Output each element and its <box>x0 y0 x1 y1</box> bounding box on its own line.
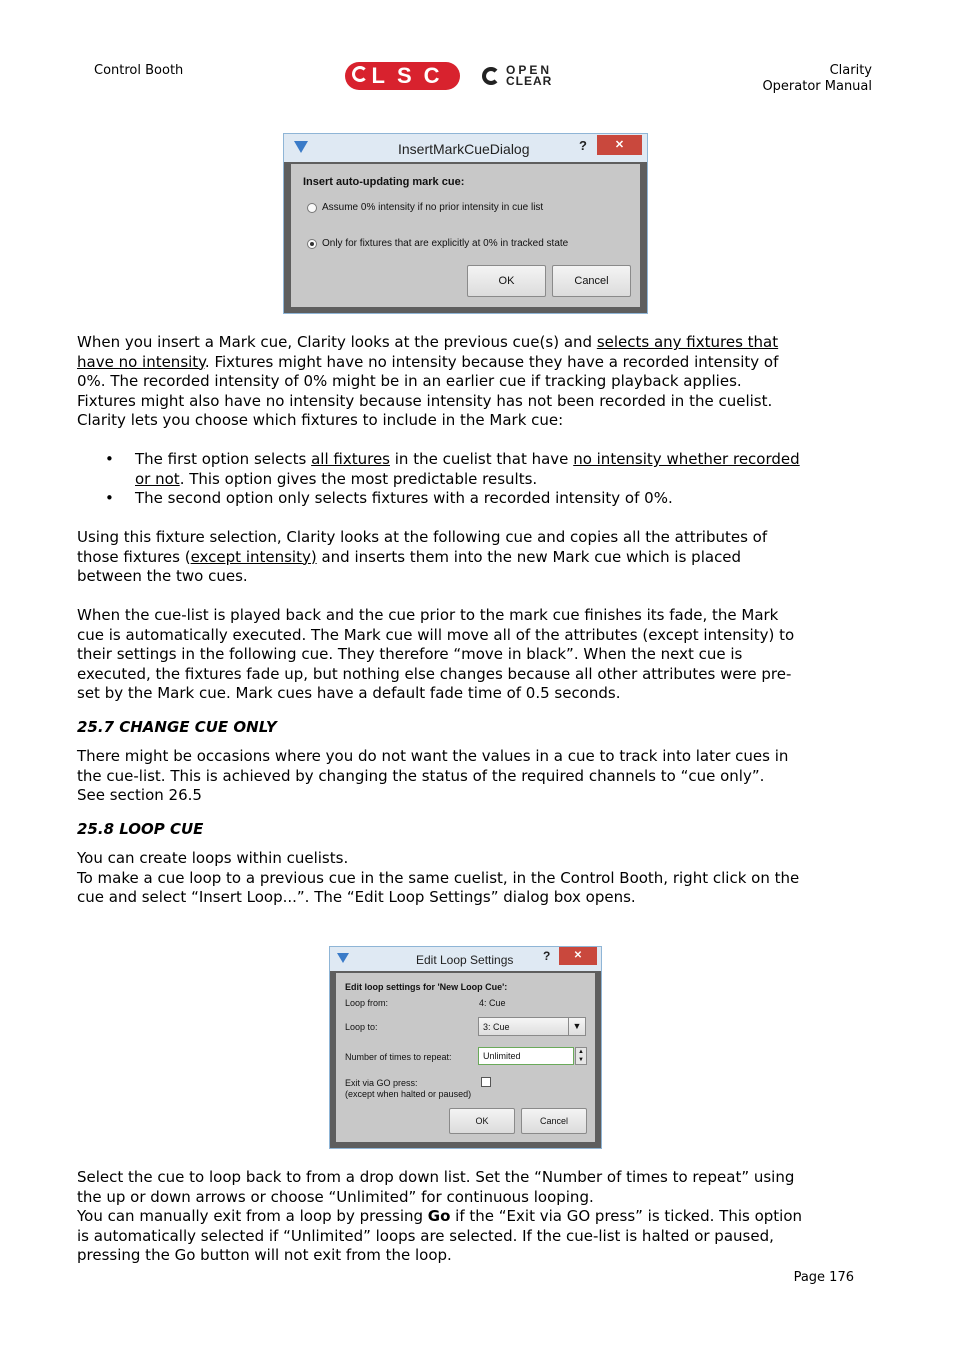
arrow-down-icon[interactable]: ▼ <box>578 1057 584 1063</box>
repeat-value: Unlimited <box>483 1051 521 1061</box>
option-bullet-list <box>77 450 877 509</box>
lsc-logo-text: LSC <box>371 63 452 88</box>
section-heading-change-cue-only: 25.7 CHANGE CUE ONLY <box>77 718 277 736</box>
text-line: their settings in the following cue. They therefore “move in black”. When the next cue is <box>77 645 743 663</box>
text: . This option gives the most predictable results. <box>179 469 538 488</box>
text-line: There might be occasions where you do not want the values in a cue to track into later cues in <box>77 747 789 765</box>
header-product: Clarity <box>829 63 872 78</box>
header-doc-title: Operator Manual <box>762 79 872 94</box>
playback-paragraph <box>77 606 877 704</box>
app-diamond-icon <box>337 953 349 963</box>
openclear-ring-icon <box>482 67 500 85</box>
option2-radio[interactable] <box>307 239 317 249</box>
text-line: 0%. The recorded intensity of 0% might be in an earlier cue if tracking playback applies. <box>77 372 742 390</box>
dialog-title: InsertMarkCueDialog <box>398 141 530 157</box>
openclear-open-text: OPEN <box>506 63 553 77</box>
repeat-input[interactable] <box>478 1047 574 1065</box>
fixture-selection-paragraph <box>77 528 877 587</box>
cancel-button[interactable]: Cancel <box>552 265 631 297</box>
dialog-titlebar[interactable] <box>330 947 601 971</box>
repeat-stepper[interactable] <box>575 1047 587 1065</box>
openclear-logo <box>482 64 578 90</box>
go-keyword: Go <box>427 1207 451 1225</box>
exit-label-line: Exit via GO press: <box>345 1078 418 1088</box>
loop-from-label: Loop from: <box>345 998 389 1008</box>
chevron-down-icon[interactable]: ▼ <box>568 1018 585 1035</box>
loop-to-label: Loop to: <box>345 1022 378 1032</box>
text-line: To make a cue loop to a previous cue in the same cuelist, in the Control Booth, right click on the <box>77 868 800 887</box>
text-line: Clarity lets you choose which fixtures to include in the Mark cue: <box>77 411 564 429</box>
ok-button[interactable]: OK <box>467 265 546 297</box>
text-line: set by the Mark cue. Mark cues have a default fade time of 0.5 seconds. <box>77 684 621 702</box>
loop-to-value: 3: Cue <box>483 1022 510 1032</box>
emphasis: no intensity whether recorded <box>573 450 800 468</box>
option1-label[interactable]: Assume 0% intensity if no prior intensity in cue list <box>322 202 544 213</box>
insert-mark-cue-dialog <box>283 133 648 314</box>
text: . Fixtures might have no intensity because they have a recorded intensity of <box>204 352 779 371</box>
dialog-titlebar[interactable] <box>284 134 647 162</box>
text-line: pressing the Go button will not exit from the loop. <box>77 1246 452 1264</box>
emphasis: selects any fixtures that <box>596 333 779 351</box>
mark-cue-paragraph <box>77 333 877 431</box>
ok-button[interactable]: OK <box>449 1108 515 1134</box>
openclear-clear-text: CLEAR <box>506 74 553 88</box>
option1-radio[interactable] <box>307 203 317 213</box>
arrow-up-icon[interactable]: ▲ <box>578 1049 584 1055</box>
list-item <box>77 450 877 489</box>
close-button[interactable]: ✕ <box>559 947 597 965</box>
emphasis: have no intensity <box>77 352 205 371</box>
dialog-title: Edit Loop Settings <box>416 953 514 967</box>
text-line: When the cue-list is played back and the cue prior to the mark cue finishes its fade, the Mark <box>77 606 779 624</box>
text: The first option selects <box>135 450 312 468</box>
loop-usage-paragraph <box>77 1168 854 1266</box>
help-button[interactable]: ? <box>579 138 587 153</box>
cancel-button[interactable]: Cancel <box>521 1108 587 1134</box>
help-button[interactable]: ? <box>543 949 551 963</box>
loop-cue-paragraph <box>77 849 877 908</box>
lsc-logo <box>345 62 460 90</box>
text-line: the up or down arrows or choose “Unlimited” for continuous looping. <box>77 1187 594 1206</box>
text-line: Fixtures might also have no intensity because intensity has not been recorded in the cuelist. <box>77 391 773 410</box>
header-left: Control Booth <box>94 63 184 78</box>
text: and inserts them into the new Mark cue which is placed <box>316 547 742 566</box>
dialog-body <box>336 973 595 1142</box>
exit-label-line: (except when halted or paused) <box>345 1089 472 1099</box>
text-line: cue and select “Insert Loop...”. The “Edit Loop Settings” dialog box opens. <box>77 888 636 906</box>
text: if the “Exit via GO press” is ticked. This option <box>450 1207 803 1225</box>
text-line: Select the cue to loop back to from a drop down list. Set the “Number of times to repeat” using <box>77 1168 795 1186</box>
text-line: the cue-list. This is achieved by changing the status of the required channels to “cue only”. <box>77 766 765 785</box>
lsc-swirl-icon <box>352 66 368 82</box>
text-line: executed, the fixtures fade up, but nothing else changes because all other attributes were pre- <box>77 664 792 683</box>
text-line: is automatically selected if “Unlimited” loops are selected. If the cue-list is halted or paused, <box>77 1226 774 1245</box>
emphasis: all fixtures <box>311 450 390 468</box>
loop-from-value: 4: Cue <box>479 998 506 1008</box>
text: The second option only selects fixtures with a recorded intensity of 0%. <box>135 489 673 507</box>
page-number: Page 176 <box>793 1270 854 1285</box>
app-diamond-icon <box>294 141 308 153</box>
change-cue-only-paragraph <box>77 747 877 806</box>
exit-via-go-checkbox[interactable] <box>481 1077 491 1087</box>
text-line: Using this fixture selection, Clarity looks at the following cue and copies all the attributes of <box>77 528 768 546</box>
option2-label[interactable]: Only for fixtures that are explicitly at 0% in tracked state <box>322 238 569 249</box>
text-line: See section 26.5 <box>77 786 202 804</box>
dialog-heading: Insert auto-updating mark cue: <box>303 176 465 188</box>
text-line: between the two cues. <box>77 567 248 585</box>
text: those fixtures ( <box>77 547 191 566</box>
text: When you insert a Mark cue, Clarity looks at the previous cue(s) and <box>77 333 597 351</box>
edit-loop-settings-dialog <box>329 946 602 1149</box>
text-line: You can create loops within cuelists. <box>77 849 349 867</box>
close-button[interactable]: ✕ <box>597 135 642 155</box>
repeat-label: Number of times to repeat: <box>345 1052 452 1062</box>
list-item <box>77 489 877 509</box>
text: You can manually exit from a loop by pressing <box>77 1207 428 1225</box>
loop-to-select[interactable] <box>478 1017 586 1036</box>
text: in the cuelist that have <box>390 450 574 468</box>
header-right <box>762 63 872 95</box>
dialog-body <box>291 164 640 307</box>
emphasis: or not <box>135 469 180 488</box>
emphasis: except intensity) <box>190 547 317 566</box>
section-heading-loop-cue: 25.8 LOOP CUE <box>77 820 204 838</box>
dialog-heading: Edit loop settings for 'New Loop Cue': <box>345 982 508 992</box>
exit-via-go-label <box>345 1078 471 1100</box>
text-line: cue is automatically executed. The Mark cue will move all of the attributes (except intensity) to <box>77 625 795 644</box>
